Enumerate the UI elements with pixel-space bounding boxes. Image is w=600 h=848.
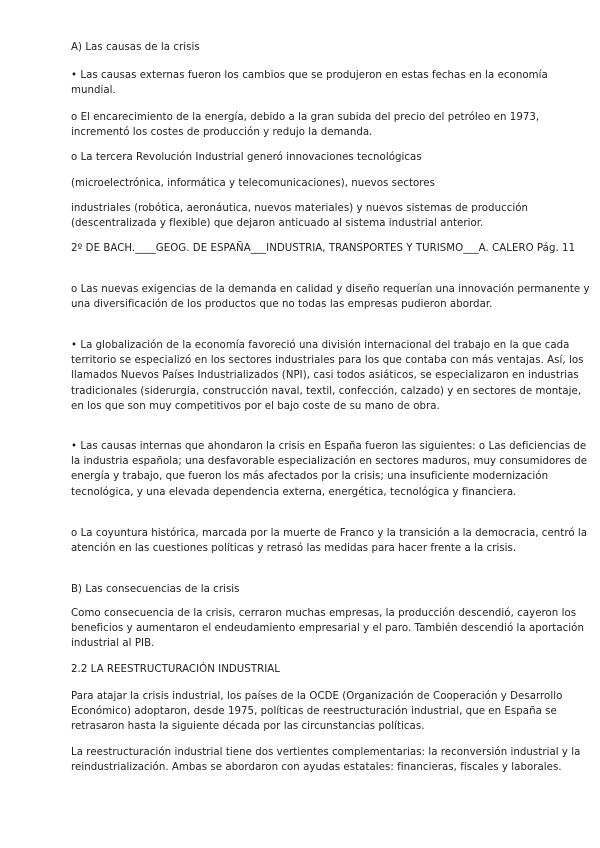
paragraph-third-revolution: o La tercera Revolución Industrial generó innovaciones tecnológicas <box>71 152 422 163</box>
paragraph-industrial-sectors: industriales (robótica, aeronáutica, nuevos materiales) y nuevos sistemas de producción (descentralizada y flexible) que dejaron anticuado al sistema industrial anterior. <box>71 203 529 230</box>
paragraph-microelectronics: (microelectrónica, informática y telecomunicaciones), nuevos sectores <box>71 178 435 189</box>
paragraph-energy: o El encarecimiento de la energía, debido a la gran subida del precio del petróleo en 1973, incrementó los costes de producción y redujo la demanda. <box>71 112 540 139</box>
heading-restructuring: 2.2 LA REESTRUCTURACIÓN INDUSTRIAL <box>71 664 281 675</box>
page-header-line: 2º DE BACH.____GEOG. DE ESPAÑA___INDUSTRIA, TRANSPORTES Y TURISMO___A. CALERO Pág. 11 <box>71 243 576 254</box>
paragraph-ocde: Para atajar la crisis industrial, los países de la OCDE (Organización de Cooperación y Desarrollo Económico) adoptaron, desde 1975, políticas de reestructuración industrial, que en España se retrasaron hasta la siguiente década por las circunstancias políticas. <box>71 691 563 733</box>
paragraph-demand: o Las nuevas exigencias de la demanda en calidad y diseño requerían una innovación permanente y una diversificación de los productos que no todas las empresas pudieron abordar. <box>71 284 590 311</box>
paragraph-globalization: • La globalización de la economía favoreció una división internacional del trabajo en la que cada territorio se especializó en los sectores industriales para los que contaba con más ventajas. Así, los llamados Nuevos Países Industrializados (NPI), casi todos asiáticos, se especializaron en industrias tradicionales (siderurgia, construcción naval, textil, confección, calzado) y en sectores de montaje, en los que son muy competitivos por el bajo coste de su mano de obra. <box>71 340 584 412</box>
paragraph-external-causes: • Las causas externas fueron los cambios que se produjeron en estas fechas en la economía mundial. <box>71 70 548 97</box>
heading-causes: A) Las causas de la crisis <box>71 42 200 53</box>
paragraph-internal-causes: • Las causas internas que ahondaron la crisis en España fueron las siguientes: o Las deficiencias de la industria española; una desfavorable especialización en sectores maduros, muy consumidores de energía y trabajo, que fueron los más afectados por la crisis; una insuficiente modernización tecnológica, y una elevada dependencia externa, energética, tecnológica y financiera. <box>71 441 588 498</box>
paragraph-reconversion: La reestructuración industrial tiene dos vertientes complementarias: la reconversión industrial y la reindustrialización. Ambas se abordaron con ayudas estatales: financieras, fiscales y laborales. <box>71 747 581 774</box>
paragraph-historical: o La coyuntura histórica, marcada por la muerte de Franco y la transición a la democracia, centró la atención en las cuestiones políticas y retrasó las medidas para hacer frente a la crisis. <box>71 528 588 555</box>
heading-consequences: B) Las consecuencias de la crisis <box>71 584 240 595</box>
paragraph-consequences: Como consecuencia de la crisis, cerraron muchas empresas, la producción descendió, cayeron los beneficios y aumentaron el endeudamiento empresarial y el paro. También descendió la aportación industrial al PIB. <box>71 608 584 650</box>
